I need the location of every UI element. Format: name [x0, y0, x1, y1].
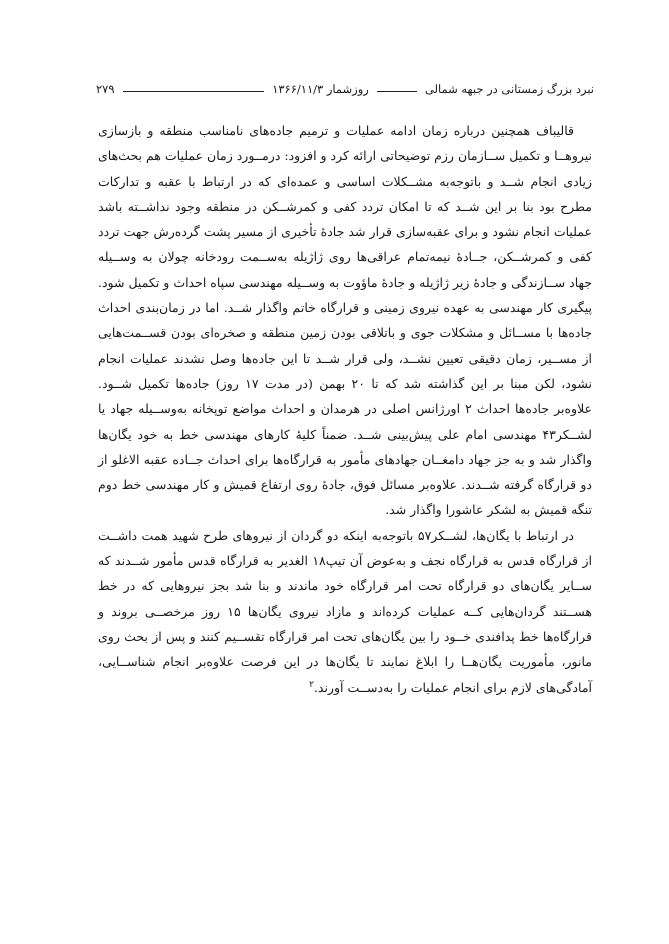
- header-rule-long: [123, 91, 265, 92]
- journal-date: روزشمار ۱۳۶۶/۱۱/۳: [272, 82, 369, 96]
- header-rule-short: [377, 91, 417, 92]
- paragraph-text: قالیباف همچنین درباره زمان ادامه عملیات و ترمیم جاده‌های نامناسب منطقه و بازسازی نیروهــا و تکمیل ســازمان رزم توضیحاتی ارائه کرد و افزود: درمــورد زمان عملیات هم بحث‌های زیادی انجام شــد و باتوجه‌به مشــکلات اساسی و عمده‌ای که در ارتباط با عقبه و تدارکات مطرح بود بنا بر این شــد که تا امکان تردد کفی و کمرشــکن در منطقه وجود نداشــته باشد عملیات انجام نشود و برای عقبه‌سازی قرار شد جادهٔ تأخیری از مسیر پشت گردەرش جهت تردد کفی و کمرشــکن، جــادهٔ نیمه‌تمام عراقی‌ها روی ژاژیله به‌ســمت رودخانه چولان به وســیله جهاد ســازندگی و جادهٔ زیر ژاژیله و جادهٔ ماؤوت به وســیله مهندسی سپاه احداث و تکمیل شود. پیگیری کار مهندسی به عهده نیروی زمینی و قرارگاه خاتم واگذار شــد. اما در زمان‌بندی احداث جاده‌ها با مســائل و مشکلات جوی و باتلاقی بودن زمین منطقه و صخره‌ای بودن قســمت‌هایی از مســیر، زمان دقیقی تعیین نشــد، ولی قرار شــد تا این جاده‌ها وصل نشدند عملیات انجام نشود، لکن مبنا بر این گذاشته شد که تا ۲۰ بهمن (در مدت ۱۷ روز) جاده‌ها تکمیل شــود. علاوه‌بر جاده‌ها احداث ۲ اورژانس اصلی در هرمدان و احداث مواضع توپخانه به‌وســیله جهاد یا لشــکر۴۳ مهندسی امام علی پیش‌بینی شــد. ضمناً کلیهٔ کارهای مهندسی خط به خود یگان‌ها واگذار شد و به جز جهاد دامغــان جهادهای مأمور به قرارگاه‌ها برای احداث جــاده عقبه الاغلو از دو قرارگاه گرفته شــدند. علاوه‌بر مسائل فوق، جادهٔ روی ارتفاع قمیش و کار مهندسی خط دوم تنگه قمیش به لشکر عاشورا واگذار شد.: [98, 123, 592, 518]
- paragraph: [98, 118, 592, 523]
- page-body: [98, 118, 592, 700]
- paragraph: [98, 523, 592, 700]
- running-header: [96, 78, 594, 96]
- footnote-marker: ۲: [309, 679, 314, 690]
- book-title: نبرد بزرگ زمستانی در جبهه شمالی: [424, 82, 594, 96]
- paragraph-text: در ارتباط با یگان‌ها، لشــکر۵۷ باتوجه‌به اینکه دو گردان از نیروهای طرح شهید همت داشــت از قرارگاه قدس به قرارگاه نجف و به‌عوض آن تیپ۱۸ الغدیر به قرارگاه قدس مأمور شــدند که ســایر یگان‌های دو قرارگاه تحت امر قرارگاه خود ماندند و بنا شد بجز نیروهایی که در خط هســتند گردان‌هایی کــه عملیات کرده‌اند و مازاد نیروی یگان‌ها ۱۵ روز مرخصــی بروند و قرارگاه‌ها خط پدافندی خــود را بین یگان‌های تحت امر قرارگاه تقســیم کنند و پس از بحث روی مانور، مأموریت یگان‌هــا را ابلاغ نمایند تا یگان‌ها در این فرصت علاوه‌بر انجام شناســایی، آمادگی‌های لازم برای انجام عملیات را به‌دســت آورند.: [98, 527, 592, 695]
- page-number: ۲۷۹: [96, 82, 115, 96]
